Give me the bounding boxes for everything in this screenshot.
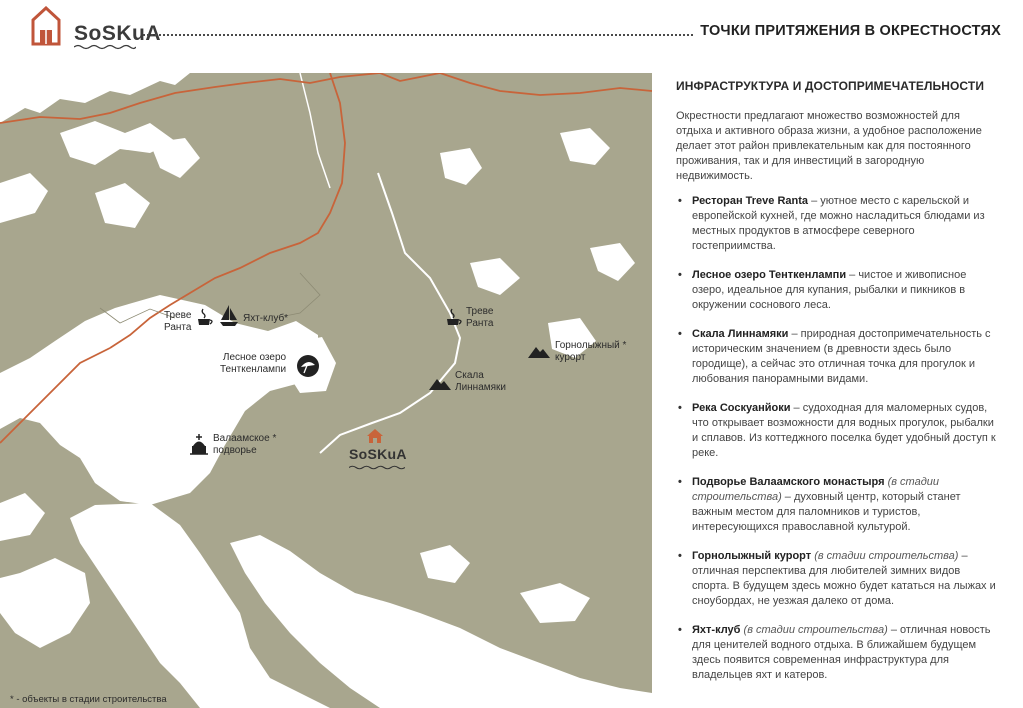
item-text: – отличная новость для ценителей водного отдыха. В ближайшем будущем здесь появится современная инфраструктура для владельцев яхт и катеров. xyxy=(692,624,991,681)
map-logo-waves-icon xyxy=(349,465,405,470)
rivers xyxy=(300,73,460,453)
map-terrain xyxy=(0,73,652,708)
trail xyxy=(275,273,320,318)
church-icon[interactable] xyxy=(189,434,209,456)
brand-logo[interactable] xyxy=(30,6,161,46)
item-title: Ресторан Treve Ranta xyxy=(692,195,809,207)
home-icon xyxy=(366,428,384,444)
item-title: Скала Линнамяки xyxy=(692,328,789,340)
item-title: Яхт-клуб xyxy=(692,624,741,636)
item-note: (в стадии строительства) xyxy=(811,550,959,562)
header-divider xyxy=(143,34,693,36)
item-title: Лесное озеро Тенткенлампи xyxy=(692,269,847,281)
poi-label: Лесное озеро Тенткенлампи xyxy=(220,352,287,375)
item-text: – уютное место с карельской и европейской кухней, где можно насладиться блюдами из местных продуктов в атмосфере северного гостеприимства. xyxy=(692,195,985,252)
area-map xyxy=(0,73,652,708)
page-header xyxy=(0,0,1023,60)
poi-valaam xyxy=(213,433,276,457)
map-logo-text: SoSKuA xyxy=(349,446,407,462)
infrastructure-section xyxy=(676,79,996,697)
item-text: – судоходная для маломерных судов, что открывает возможности для водных прогулок, рыбалки и сплавов. Из коттеджного поселка будет удобный доступ к реке. xyxy=(692,402,996,459)
house-logo-icon xyxy=(30,6,70,46)
map-footnote: * - объекты в стадии строительства xyxy=(10,694,167,705)
attractions-list xyxy=(676,194,996,683)
poi-forest-lake xyxy=(220,352,286,376)
poi-label: Горнолыжный * курорт xyxy=(555,340,627,363)
list-item xyxy=(676,194,996,254)
list-item xyxy=(676,327,996,387)
logo-waves-icon xyxy=(74,44,136,50)
umbrella-icon[interactable] xyxy=(296,354,320,378)
list-item xyxy=(676,401,996,461)
poi-rock xyxy=(455,370,506,394)
poi-label: Треве Ранта xyxy=(466,306,494,329)
page-title: ТОЧКИ ПРИТЯЖЕНИЯ В ОКРЕСТНОСТЯХ xyxy=(700,23,1001,39)
list-item xyxy=(676,268,996,313)
item-text: – духовный центр, который станет важным местом для паломников и туристов, интересующихся православной культурой. xyxy=(692,491,961,533)
cafe-cup-icon[interactable] xyxy=(196,307,214,327)
poi-label: Треве Ранта xyxy=(164,310,192,333)
item-text: – чистое и живописное озеро, идеальное для купания, рыбалки и пикников в окружении соснового леса. xyxy=(692,269,967,311)
water-bodies xyxy=(0,73,652,708)
list-item xyxy=(676,549,996,609)
sailboat-icon[interactable] xyxy=(218,303,240,327)
item-title: Горнолыжный курорт xyxy=(692,550,812,562)
list-item xyxy=(676,475,996,535)
cafe-cup-icon[interactable] xyxy=(445,307,463,327)
poi-treve-ranta-right xyxy=(466,306,493,330)
item-note: (в стадии строительства) xyxy=(692,476,940,503)
section-heading: ИНФРАСТРУКТУРА И ДОСТОПРИМЕЧАТЕЛЬНОСТИ xyxy=(676,79,985,93)
logo-text: SoSKuA xyxy=(74,22,161,45)
item-title: Река Соскуанйоки xyxy=(692,402,791,414)
item-title: Подворье Валаамского монастыря xyxy=(692,476,885,488)
map-site-marker[interactable] xyxy=(349,446,407,464)
poi-treve-ranta-left xyxy=(164,310,191,334)
mountain-icon[interactable] xyxy=(428,375,452,391)
item-text: – отличная перспектива для любителей зимних видов спорта. В будущем здесь можно будет кататься на лыжах и сноубордах, не уезжая далеко от дома. xyxy=(692,550,996,607)
intro-paragraph: Окрестности предлагают множество возможностей для отдыха и активного образа жизни, а удобное расположение делает этот район привлекательным как для постоянного проживания, так и для инвестиций в загородную недвижимость. xyxy=(676,110,982,182)
item-note: (в стадии строительства) xyxy=(740,624,888,636)
list-item xyxy=(676,623,996,683)
item-text: – природная достопримечательность с историческим значением (в древности здесь было городище), а сейчас это отличная точка для прогулок и любования панорамными видами. xyxy=(692,328,991,385)
poi-ski-resort xyxy=(555,340,626,364)
poi-label: Скала Линнамяки xyxy=(455,370,507,393)
poi-yacht-club xyxy=(243,313,288,325)
poi-label: Валаамское * подворье xyxy=(213,433,277,456)
poi-label: Яхт-клуб* xyxy=(243,313,289,324)
mountain-icon[interactable] xyxy=(527,343,551,359)
